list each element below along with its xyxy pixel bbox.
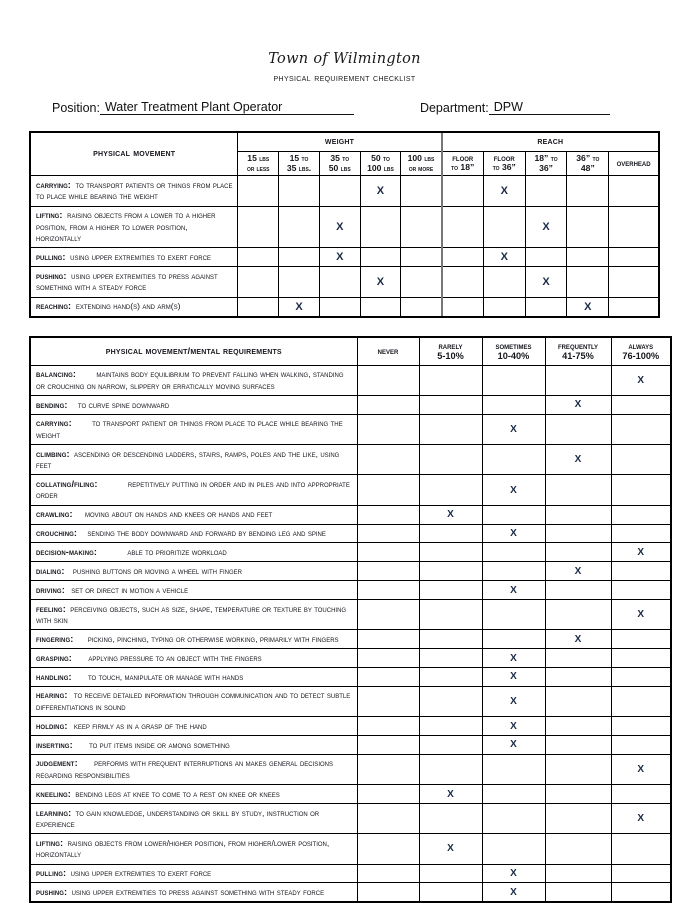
frequency-cell[interactable] bbox=[357, 649, 419, 668]
frequency-cell[interactable] bbox=[419, 475, 482, 505]
frequency-cell[interactable] bbox=[611, 524, 671, 543]
weight-reach-table-body bbox=[30, 176, 659, 317]
mark-cell-checked[interactable]: X bbox=[360, 267, 401, 297]
requirement-description: handling: to touch, manipulate or manage with hands bbox=[30, 668, 357, 687]
movement-description: pulling: using upper extremities to exert force bbox=[30, 248, 238, 267]
table-row bbox=[30, 475, 671, 505]
mark-cell[interactable] bbox=[442, 248, 484, 267]
position-department-row bbox=[22, 100, 667, 115]
frequency-cell[interactable] bbox=[611, 717, 671, 736]
mark-cell[interactable] bbox=[609, 206, 659, 248]
requirement-description: collating/filing: repetitively putting in order and in piles and into appropriate order bbox=[30, 475, 357, 505]
frequency-cell[interactable] bbox=[419, 524, 482, 543]
frequency-col-header-2: sometimes 10-40% bbox=[482, 337, 545, 366]
frequency-table bbox=[29, 336, 672, 903]
mark-cell-checked[interactable]: X bbox=[567, 297, 609, 316]
frequency-cell[interactable] bbox=[419, 883, 482, 902]
table-row bbox=[30, 543, 671, 562]
frequency-cell[interactable] bbox=[611, 785, 671, 804]
table-row bbox=[30, 630, 671, 649]
town-name: Town of Wilmington bbox=[268, 51, 421, 67]
frequency-cell-checked[interactable]: X bbox=[482, 649, 545, 668]
frequency-cell-checked[interactable]: X bbox=[482, 581, 545, 600]
weight-reach-table bbox=[29, 131, 660, 318]
frequency-cell-checked[interactable]: X bbox=[545, 396, 611, 415]
requirement-description: climbing: ascending or descending ladders, stairs, ramps, poles and the like, using feet bbox=[30, 445, 357, 475]
frequency-cell[interactable] bbox=[611, 396, 671, 415]
frequency-cell[interactable] bbox=[357, 581, 419, 600]
mark-cell[interactable] bbox=[567, 267, 609, 297]
frequency-col-header-3: frequently 41-75% bbox=[545, 337, 611, 366]
table-row bbox=[30, 248, 659, 267]
requirement-description: carrying: to transport patient or things from place to place while bearing the weight bbox=[30, 414, 357, 444]
mark-cell[interactable] bbox=[401, 267, 442, 297]
table-row bbox=[30, 267, 659, 297]
mark-cell[interactable] bbox=[360, 297, 401, 316]
mark-cell[interactable] bbox=[483, 297, 525, 316]
frequency-cell[interactable] bbox=[419, 562, 482, 581]
page-title: physical requirement checklist bbox=[273, 71, 416, 84]
frequency-cell[interactable] bbox=[545, 649, 611, 668]
movement-description: carrying: to transport patients or things from place to place while bearing the weight bbox=[30, 176, 238, 206]
mark-cell[interactable] bbox=[483, 267, 525, 297]
frequency-cell[interactable] bbox=[419, 686, 482, 716]
table-row bbox=[30, 804, 671, 834]
frequency-cell[interactable] bbox=[357, 562, 419, 581]
weight-reach-col-header-4: 100 lbs or more bbox=[401, 151, 442, 176]
frequency-cell[interactable] bbox=[545, 785, 611, 804]
frequency-cell[interactable] bbox=[419, 414, 482, 444]
mark-cell[interactable] bbox=[442, 267, 484, 297]
requirement-description: learning: to gain knowledge, understanding or skill by study, instruction or experience bbox=[30, 804, 357, 834]
frequency-cell-checked[interactable]: X bbox=[482, 717, 545, 736]
department-field[interactable]: DPW bbox=[489, 100, 610, 115]
frequency-cell[interactable] bbox=[482, 804, 545, 834]
table-row bbox=[30, 600, 671, 630]
requirement-description: feeling: perceiving objects, such as size, shape, temperature or texture by touching with skin bbox=[30, 600, 357, 630]
mark-cell[interactable] bbox=[483, 206, 525, 248]
weight-reach-col-header-5: floor to 18” bbox=[442, 151, 484, 176]
frequency-cell[interactable] bbox=[545, 600, 611, 630]
frequency-cell[interactable] bbox=[482, 505, 545, 524]
weight-reach-group-header-row bbox=[30, 132, 659, 151]
position-field[interactable]: Water Treatment Plant Operator bbox=[100, 100, 354, 115]
table-row bbox=[30, 524, 671, 543]
frequency-cell[interactable] bbox=[611, 475, 671, 505]
frequency-cell-checked[interactable]: X bbox=[482, 883, 545, 902]
frequency-cell[interactable] bbox=[357, 754, 419, 784]
frequency-cell[interactable] bbox=[545, 804, 611, 834]
frequency-cell[interactable] bbox=[357, 396, 419, 415]
requirement-description: balancing: maintains body equilibrium to prevent falling when walking, standing or crouching on narrow, slippery or erratically moving surfaces bbox=[30, 365, 357, 395]
mark-cell-checked[interactable]: X bbox=[360, 176, 401, 206]
frequency-cell[interactable] bbox=[611, 505, 671, 524]
mark-cell[interactable] bbox=[319, 267, 360, 297]
table-row bbox=[30, 365, 671, 395]
reach-group-header: reach bbox=[442, 132, 659, 151]
requirement-description: hearing: to receive detailed information through communication and to detect subtle differentiations in sound bbox=[30, 686, 357, 716]
frequency-cell[interactable] bbox=[611, 883, 671, 902]
frequency-cell-checked[interactable]: X bbox=[419, 834, 482, 864]
frequency-cell[interactable] bbox=[545, 864, 611, 883]
table-row bbox=[30, 785, 671, 804]
frequency-table-wrapper bbox=[22, 336, 667, 903]
department-label: Department: bbox=[419, 100, 489, 115]
table-row bbox=[30, 883, 671, 902]
frequency-cell-checked[interactable]: X bbox=[482, 686, 545, 716]
frequency-cell[interactable] bbox=[357, 883, 419, 902]
weight-reach-table-head bbox=[30, 132, 659, 176]
weight-reach-col-header-8: 36” to 48” bbox=[567, 151, 609, 176]
frequency-cell[interactable] bbox=[419, 736, 482, 755]
frequency-cell[interactable] bbox=[545, 717, 611, 736]
mark-cell[interactable] bbox=[238, 248, 279, 267]
frequency-cell[interactable] bbox=[611, 445, 671, 475]
frequency-cell[interactable] bbox=[357, 505, 419, 524]
movement-description: pushing: using upper extremities to press against something with a steady force bbox=[30, 267, 238, 297]
mark-cell[interactable] bbox=[319, 297, 360, 316]
frequency-cell-checked[interactable]: X bbox=[482, 668, 545, 687]
frequency-table-head bbox=[30, 337, 671, 366]
mark-cell-checked[interactable]: X bbox=[525, 267, 567, 297]
requirement-description: pulling: using upper extremities to exert force bbox=[30, 864, 357, 883]
frequency-cell[interactable] bbox=[545, 754, 611, 784]
frequency-cell[interactable] bbox=[482, 754, 545, 784]
frequency-cell-checked[interactable]: X bbox=[419, 785, 482, 804]
frequency-cell-checked[interactable]: X bbox=[545, 445, 611, 475]
frequency-cell[interactable] bbox=[357, 785, 419, 804]
frequency-col-header-4: always 76-100% bbox=[611, 337, 671, 366]
frequency-table-body bbox=[30, 365, 671, 902]
table-row bbox=[30, 297, 659, 316]
requirement-description: dialing: pushing buttons or moving a wheel with finger bbox=[30, 562, 357, 581]
frequency-cell[interactable] bbox=[482, 785, 545, 804]
frequency-cell-checked[interactable]: X bbox=[482, 524, 545, 543]
frequency-cell[interactable] bbox=[419, 600, 482, 630]
mark-cell[interactable] bbox=[279, 248, 320, 267]
mark-cell-checked[interactable]: X bbox=[319, 248, 360, 267]
mark-cell[interactable] bbox=[360, 248, 401, 267]
frequency-cell[interactable] bbox=[357, 445, 419, 475]
frequency-cell[interactable] bbox=[419, 649, 482, 668]
frequency-cell-checked[interactable]: X bbox=[482, 736, 545, 755]
frequency-cell[interactable] bbox=[482, 562, 545, 581]
mark-cell[interactable] bbox=[279, 267, 320, 297]
frequency-cell[interactable] bbox=[611, 630, 671, 649]
frequency-cell[interactable] bbox=[545, 883, 611, 902]
frequency-cell[interactable] bbox=[357, 475, 419, 505]
frequency-cell[interactable] bbox=[419, 365, 482, 395]
movement-mental-header: physical movement/mental requirements bbox=[30, 337, 357, 366]
mark-cell[interactable] bbox=[401, 206, 442, 248]
weight-reach-col-header-3: 50 to 100 lbs bbox=[360, 151, 401, 176]
frequency-cell[interactable] bbox=[545, 543, 611, 562]
mark-cell[interactable] bbox=[279, 176, 320, 206]
mark-cell[interactable] bbox=[609, 176, 659, 206]
frequency-cell[interactable] bbox=[611, 736, 671, 755]
table-row bbox=[30, 649, 671, 668]
weight-reach-col-header-6: floor to 36” bbox=[483, 151, 525, 176]
frequency-cell[interactable] bbox=[357, 686, 419, 716]
frequency-cell[interactable] bbox=[357, 736, 419, 755]
mark-cell[interactable] bbox=[238, 206, 279, 248]
frequency-cell[interactable] bbox=[482, 630, 545, 649]
mark-cell[interactable] bbox=[319, 176, 360, 206]
table-row bbox=[30, 505, 671, 524]
table-row bbox=[30, 668, 671, 687]
frequency-cell[interactable] bbox=[357, 668, 419, 687]
mark-cell[interactable] bbox=[609, 267, 659, 297]
mark-cell-checked[interactable]: X bbox=[525, 206, 567, 248]
frequency-cell[interactable] bbox=[357, 414, 419, 444]
frequency-cell[interactable] bbox=[482, 396, 545, 415]
table-row bbox=[30, 206, 659, 248]
mark-cell[interactable] bbox=[567, 248, 609, 267]
mark-cell[interactable] bbox=[279, 206, 320, 248]
mark-cell[interactable] bbox=[401, 248, 442, 267]
requirement-description: kneeling: bending legs at knee to come to a rest on knee or knees bbox=[30, 785, 357, 804]
mark-cell[interactable] bbox=[525, 176, 567, 206]
movement-description: reaching: extending hand(s) and arm(s) bbox=[30, 297, 238, 316]
requirement-description: driving: set or direct in motion a vehicle bbox=[30, 581, 357, 600]
weight-group-header: weight bbox=[238, 132, 442, 151]
frequency-cell[interactable] bbox=[545, 668, 611, 687]
frequency-cell[interactable] bbox=[545, 505, 611, 524]
frequency-cell[interactable] bbox=[545, 475, 611, 505]
movement-description: lifting: raising objects from a lower to a higher position, from a higher to lower position, horizontally bbox=[30, 206, 238, 248]
frequency-cell-checked[interactable]: X bbox=[611, 804, 671, 834]
requirement-description: holding: keep firmly as in a grasp of the hand bbox=[30, 717, 357, 736]
position-label: Position: bbox=[52, 100, 100, 115]
requirement-description: judgement: performs with frequent interruptions an makes general decisions regarding responsibilities bbox=[30, 754, 357, 784]
frequency-cell[interactable] bbox=[357, 864, 419, 883]
frequency-cell[interactable] bbox=[357, 524, 419, 543]
requirement-description: inserting: to put items inside or among something bbox=[30, 736, 357, 755]
frequency-cell[interactable] bbox=[545, 524, 611, 543]
mark-cell[interactable] bbox=[442, 206, 484, 248]
frequency-cell[interactable] bbox=[545, 686, 611, 716]
frequency-cell[interactable] bbox=[611, 414, 671, 444]
frequency-cell-checked[interactable]: X bbox=[545, 562, 611, 581]
table-row bbox=[30, 445, 671, 475]
frequency-cell[interactable] bbox=[419, 630, 482, 649]
frequency-cell[interactable] bbox=[419, 754, 482, 784]
frequency-cell[interactable] bbox=[611, 581, 671, 600]
frequency-cell[interactable] bbox=[611, 668, 671, 687]
frequency-cell-checked[interactable]: X bbox=[611, 365, 671, 395]
mark-cell[interactable] bbox=[567, 206, 609, 248]
frequency-cell[interactable] bbox=[419, 543, 482, 562]
document-header bbox=[22, 0, 667, 84]
mark-cell[interactable] bbox=[525, 297, 567, 316]
weight-reach-table-wrapper bbox=[22, 131, 667, 318]
table-row bbox=[30, 864, 671, 883]
frequency-cell-checked[interactable]: X bbox=[482, 414, 545, 444]
physical-movement-header: physical movement bbox=[30, 132, 238, 176]
mark-cell-checked[interactable]: X bbox=[319, 206, 360, 248]
frequency-col-header-0: never bbox=[357, 337, 419, 366]
requirement-description: pushing: using upper extremities to press against something with steady force bbox=[30, 883, 357, 902]
frequency-cell[interactable] bbox=[419, 804, 482, 834]
mark-cell[interactable] bbox=[525, 248, 567, 267]
frequency-cell[interactable] bbox=[611, 686, 671, 716]
mark-cell-checked[interactable]: X bbox=[483, 176, 525, 206]
mark-cell[interactable] bbox=[238, 267, 279, 297]
frequency-cell[interactable] bbox=[611, 562, 671, 581]
frequency-cell-checked[interactable]: X bbox=[482, 475, 545, 505]
table-row bbox=[30, 736, 671, 755]
frequency-cell[interactable] bbox=[357, 630, 419, 649]
requirement-description: bending: to curve spine downward bbox=[30, 396, 357, 415]
requirement-description: grasping: applying pressure to an object with the fingers bbox=[30, 649, 357, 668]
frequency-cell[interactable] bbox=[611, 864, 671, 883]
requirement-description: fingering: picking, pinching, typing or otherwise working, primarily with fingers bbox=[30, 630, 357, 649]
frequency-cell[interactable] bbox=[419, 717, 482, 736]
mark-cell[interactable] bbox=[609, 248, 659, 267]
weight-reach-col-header-2: 35 to 50 lbs bbox=[319, 151, 360, 176]
frequency-cell[interactable] bbox=[419, 445, 482, 475]
weight-reach-col-header-1: 15 to 35 lbs. bbox=[279, 151, 320, 176]
weight-reach-col-header-7: 18” to 36” bbox=[525, 151, 567, 176]
frequency-cell[interactable] bbox=[357, 717, 419, 736]
mark-cell[interactable] bbox=[238, 176, 279, 206]
table-row bbox=[30, 414, 671, 444]
frequency-cell[interactable] bbox=[545, 414, 611, 444]
requirement-description: crawling: moving about on hands and knees or hands and feet bbox=[30, 505, 357, 524]
table-row bbox=[30, 562, 671, 581]
table-row bbox=[30, 581, 671, 600]
weight-reach-col-header-9: overhead bbox=[609, 151, 659, 176]
mark-cell[interactable] bbox=[567, 176, 609, 206]
frequency-cell[interactable] bbox=[419, 668, 482, 687]
mark-cell-checked[interactable]: X bbox=[483, 248, 525, 267]
frequency-cell[interactable] bbox=[482, 365, 545, 395]
frequency-cell[interactable] bbox=[357, 543, 419, 562]
frequency-cell[interactable] bbox=[611, 649, 671, 668]
mark-cell-checked[interactable]: X bbox=[279, 297, 320, 316]
mark-cell[interactable] bbox=[401, 297, 442, 316]
frequency-cell[interactable] bbox=[545, 736, 611, 755]
table-row bbox=[30, 396, 671, 415]
frequency-header-row bbox=[30, 337, 671, 366]
requirement-description: decision-making: able to prioritize workload bbox=[30, 543, 357, 562]
frequency-cell[interactable] bbox=[482, 600, 545, 630]
frequency-cell-checked[interactable]: X bbox=[545, 630, 611, 649]
frequency-cell-checked[interactable]: X bbox=[611, 543, 671, 562]
mark-cell[interactable] bbox=[401, 176, 442, 206]
frequency-cell[interactable] bbox=[419, 396, 482, 415]
frequency-cell[interactable] bbox=[545, 365, 611, 395]
frequency-cell-checked[interactable]: X bbox=[482, 864, 545, 883]
table-row bbox=[30, 717, 671, 736]
frequency-cell-checked[interactable]: X bbox=[611, 600, 671, 630]
requirement-description: lifting: raising objects from lower/higher position, from higher/lower position, horizontally bbox=[30, 834, 357, 864]
mark-cell[interactable] bbox=[442, 176, 484, 206]
table-row bbox=[30, 176, 659, 206]
frequency-cell-checked[interactable]: X bbox=[611, 754, 671, 784]
frequency-cell[interactable] bbox=[419, 864, 482, 883]
requirement-description: crouching: sending the body downward and forward by bending leg and spine bbox=[30, 524, 357, 543]
frequency-cell[interactable] bbox=[357, 804, 419, 834]
frequency-cell[interactable] bbox=[482, 543, 545, 562]
frequency-cell[interactable] bbox=[545, 581, 611, 600]
frequency-cell-checked[interactable]: X bbox=[419, 505, 482, 524]
mark-cell[interactable] bbox=[360, 206, 401, 248]
frequency-cell[interactable] bbox=[482, 445, 545, 475]
mark-cell[interactable] bbox=[238, 297, 279, 316]
table-row bbox=[30, 754, 671, 784]
frequency-cell[interactable] bbox=[357, 365, 419, 395]
frequency-cell[interactable] bbox=[357, 600, 419, 630]
frequency-cell[interactable] bbox=[419, 581, 482, 600]
weight-reach-col-header-0: 15 lbs or less bbox=[238, 151, 279, 176]
frequency-col-header-1: rarely 5-10% bbox=[419, 337, 482, 366]
table-row bbox=[30, 686, 671, 716]
mark-cell[interactable] bbox=[442, 297, 484, 316]
mark-cell[interactable] bbox=[609, 297, 659, 316]
